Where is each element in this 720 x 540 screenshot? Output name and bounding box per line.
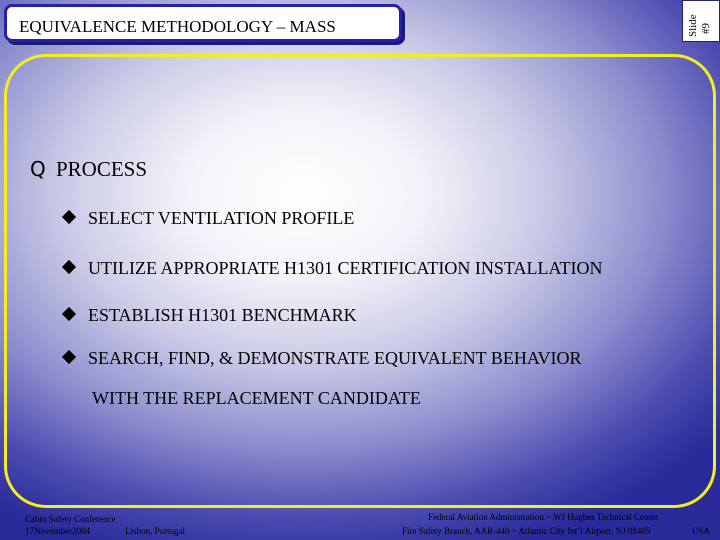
bullet-text: SELECT VENTILATION PROFILE xyxy=(88,208,355,228)
footer-country: USA xyxy=(692,526,711,536)
bullet-text: SEARCH, FIND, & DEMONSTRATE EQUIVALENT BEHAVIOR xyxy=(88,348,582,368)
bullet-item xyxy=(64,348,582,369)
bullet-item xyxy=(64,258,602,279)
slide-number-box xyxy=(682,0,720,42)
diamond-icon xyxy=(62,210,76,224)
bullet-text: UTILIZE APPROPRIATE H1301 CERTIFICATION INSTALLATION xyxy=(88,258,603,278)
content-frame xyxy=(4,54,716,508)
slide-number: #9 xyxy=(700,23,712,34)
diamond-icon xyxy=(62,350,76,364)
slide-label: Slide xyxy=(687,14,699,37)
footer-conference: Cabin Safety Conference xyxy=(25,514,116,524)
section-heading: PROCESS xyxy=(56,157,148,181)
section-heading-row xyxy=(30,157,147,182)
footer-date: 17November2004 xyxy=(25,526,90,536)
diamond-icon xyxy=(62,307,76,321)
diamond-icon xyxy=(62,260,76,274)
bullet-continuation: WITH THE REPLACEMENT CANDIDATE xyxy=(92,388,421,408)
bullet-item xyxy=(64,305,357,326)
footer-location: Lisbon, Portugal xyxy=(125,526,185,536)
slide-title: EQUIVALENCE METHODOLOGY – MASS xyxy=(19,17,336,36)
bullet-item xyxy=(64,208,354,229)
q-circle-icon: Q xyxy=(30,157,46,181)
bullet-text: ESTABLISH H1301 BENCHMARK xyxy=(88,305,357,325)
footer-address: Fire Safety Branch, AAR-440 ~ Atlantic City Int’l Airport, NJ 08405 xyxy=(402,526,651,536)
title-box xyxy=(4,4,402,42)
footer-organization: Federal Aviation Administration ~ WJ Hughes Technical Center xyxy=(428,512,658,522)
